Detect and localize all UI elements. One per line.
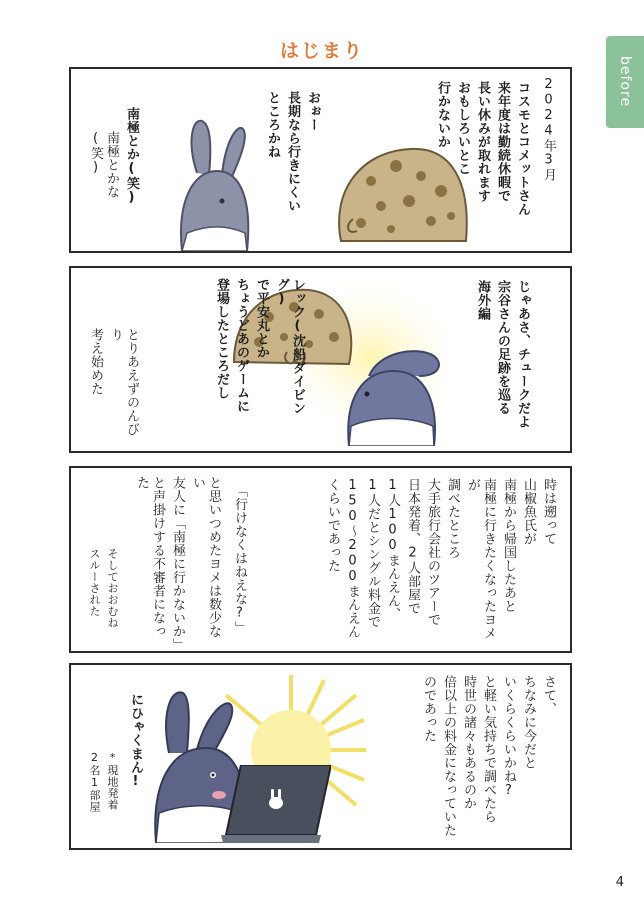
panel3-narration-2: と思いつめたヨメは数少ない 友人に「南極に行かないか」 と声掛けする不審者になった	[134, 476, 221, 652]
rabbit-illustration	[167, 113, 257, 253]
section-tab[interactable]	[606, 36, 644, 128]
seal-illustration	[321, 131, 471, 251]
rabbit-illustration-2	[339, 346, 449, 446]
panel4-note: *現地発着 2名1部屋	[88, 751, 119, 813]
panel1-date: 2024年3月	[541, 77, 556, 182]
section-tab-label: before	[617, 56, 633, 108]
rabbit-speech-2: 南極とか(笑)	[124, 107, 139, 206]
panel2-narration: とりあえずのんびり 考え始めた	[88, 328, 139, 436]
panel3-narration: 時は遡って 山椒魚氏が 南極から帰国したあと 南極に行きたくなったヨメが 調べたところ 大手旅行会社のツアーで 日本発着、2人部屋で 1人100まんえん、 1人だとシングル料金で 150〜200まんえん くらいであった	[325, 478, 556, 640]
comic-panel-2	[69, 266, 572, 453]
comic-panel-4	[69, 663, 572, 850]
seal-speech: コスモとコメットさん 来年度は勤続休暇で 長い休みが取れます おもしろいとこ 行かないか	[435, 81, 530, 216]
rabbit-speech-wreck: レック(沈船ダイビング) で平安丸とか ちょうどあのゲームに 登場したところだし	[214, 278, 305, 415]
panel3-aside: そしておおむね スルーされた	[88, 548, 119, 629]
panel3-quote: 「行けなくはねえな?」	[232, 484, 247, 635]
panel1-narration: 南極とかな(笑)	[88, 131, 119, 199]
panel4-narration: さて、 ちなみに今だと いくらくらいかね? と軽い気持ちで調べたら 時世の諸々もあるのか 倍以上の料金になっていた のであった	[421, 675, 556, 837]
laptop-icon	[221, 765, 331, 845]
rabbit-speech-chuuk: じゃあさ、チュークだよ 宗谷さんの足跡を巡る 海外編	[475, 280, 530, 429]
page-number: 4	[615, 875, 624, 890]
comic-panel-1	[69, 67, 572, 253]
comic-panel-3	[69, 466, 572, 653]
shout-text: にひゃくまん!	[128, 693, 143, 790]
chapter-title: はじまり	[279, 40, 364, 62]
rabbit-speech: おぉー 長期なら行きにくい ところかね	[265, 91, 320, 213]
